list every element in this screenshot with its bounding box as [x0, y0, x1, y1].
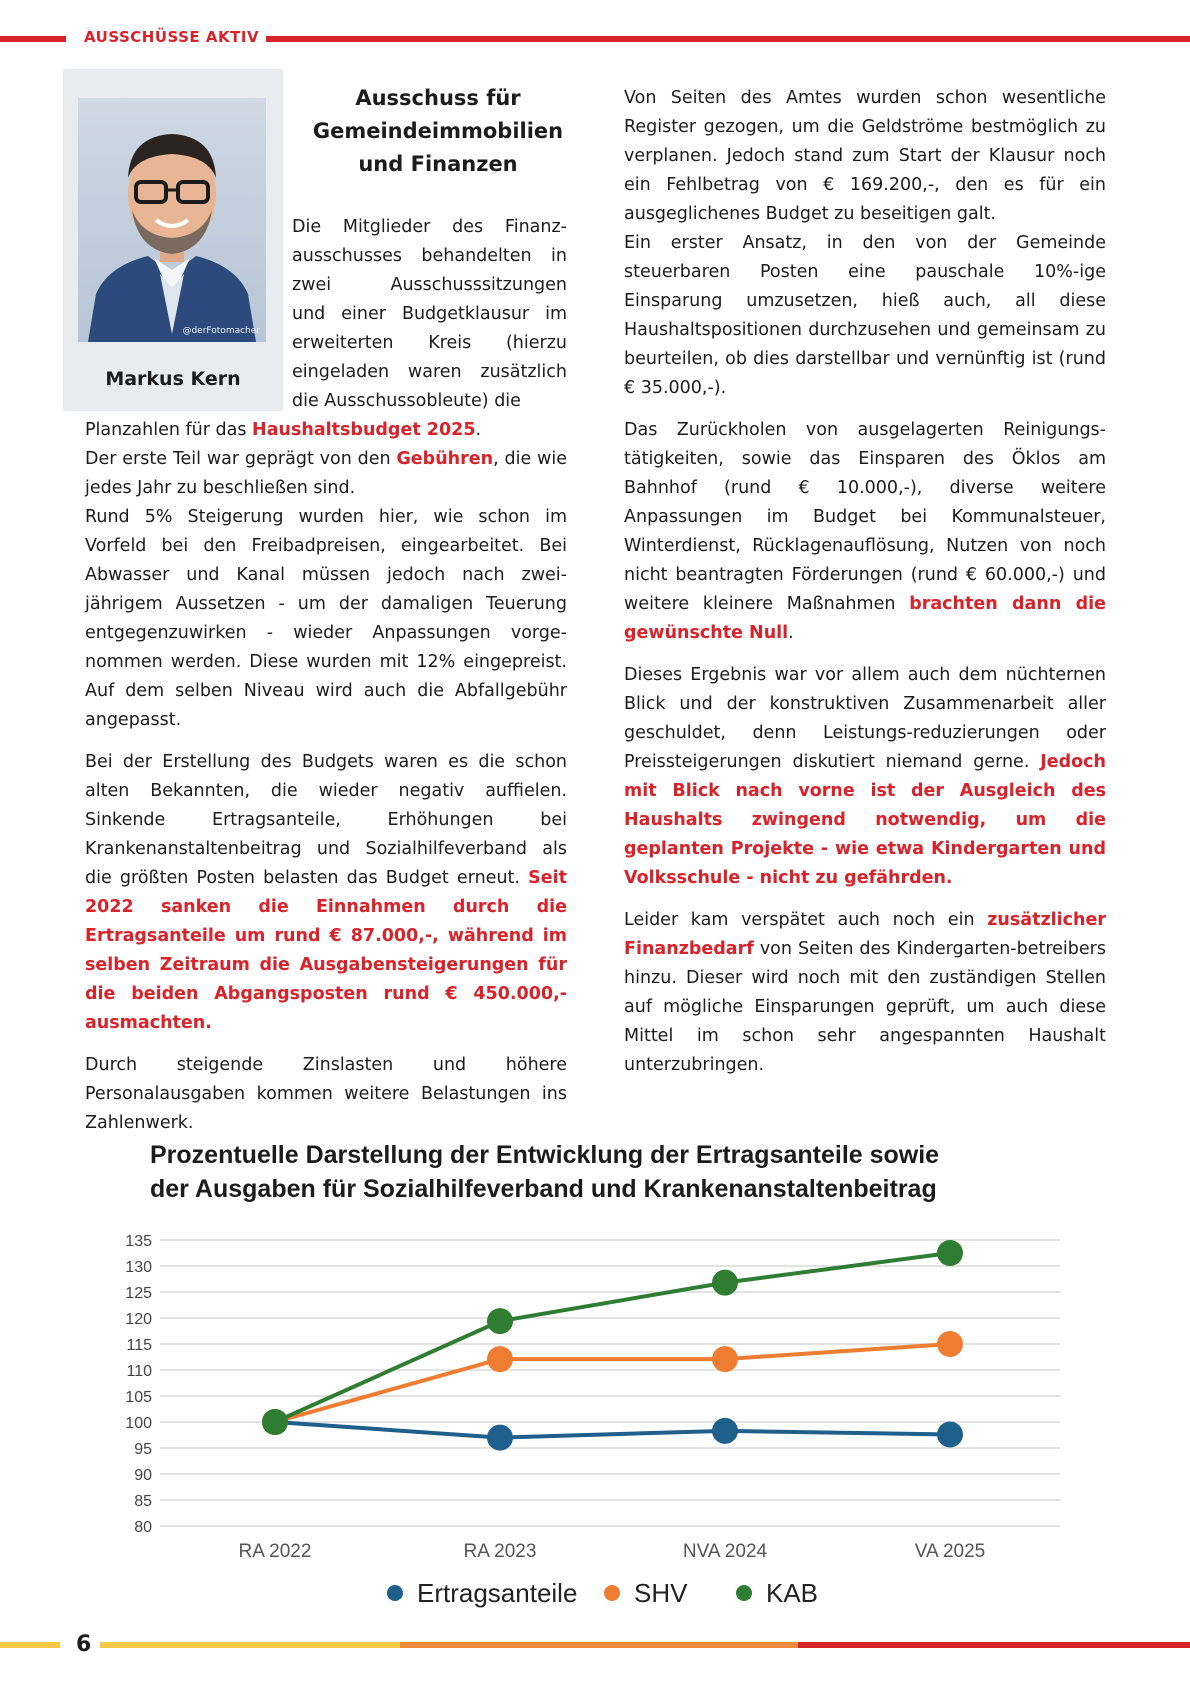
- portrait-card: [64, 70, 282, 410]
- section-label: AUSSCHÜSSE AKTIV: [80, 28, 263, 46]
- legend-marker-kab: [736, 1585, 752, 1601]
- chart-plot: [90, 1138, 1090, 1618]
- y-tick-label: 135: [125, 1233, 152, 1250]
- data-point-kab: [262, 1409, 288, 1435]
- article-heading: [292, 82, 584, 181]
- data-point-kab: [487, 1308, 513, 1334]
- intro-line: eingeladen waren zusätzlich: [292, 362, 567, 382]
- y-tick-label: 125: [125, 1285, 152, 1302]
- x-tick-label: RA 2023: [463, 1541, 537, 1562]
- text-run: Das Zurückholen von ausgelagerten Reinigungs-tätigkeiten, sowie das Einsparen des Öklos am Bahnhof (rund € 10.000,-), diverse weitere Anpassungen im Budget bei Kommunalsteuer, Winterdienst, Rücklagenauflösung, Nutzen von noch nicht beantragten Förderungen (rund € 60.000,-) und weitere kleinere Maßnahmen: [624, 420, 1106, 614]
- paragraph-result: [624, 661, 1106, 893]
- chart-title-line-2: der Ausgaben für Sozialhilfeverband und Krankenanstaltenbeitrag: [150, 1175, 937, 1203]
- y-tick-label: 100: [125, 1415, 152, 1432]
- bottom-rule-orange: [400, 1642, 798, 1648]
- person-illustration: [78, 98, 266, 342]
- bottom-rule-yellow-left: [0, 1642, 60, 1648]
- intro-line: Die Mitglieder des Finanz-: [292, 217, 567, 237]
- intro-beside-photo: [292, 213, 567, 416]
- highlight-zero: brachten dann die gewünschte Null: [624, 594, 1106, 643]
- text-run: Planzahlen für das: [85, 420, 253, 440]
- legend-marker-ertragsanteile: [387, 1585, 403, 1601]
- y-tick-label: 115: [126, 1337, 152, 1354]
- text-run: von Seiten des Kindergarten-betreibers hinzu. Dieser wird noch mit den zuständigen Stellen auf mögliche Einsparungen geprüft, um auch diese Mittel im schon sehr angespannten Haushalt unterzubringen.: [624, 939, 1106, 1075]
- highlight-extra-need: zusätzlicher Finanzbedarf: [624, 910, 1106, 959]
- paragraph-savings-approach: Ein erster Ansatz, in den von der Gemeinde steuerbaren Posten eine pauschale 10%-ige Einsparung umzusetzen, hieß auch, all diese Haushaltspositionen durchzusehen und gemeinsam zu beurteilen, ob dies darstellbar und vernünftig ist (rund € 35.000,-).: [624, 233, 1106, 398]
- intro-line: erweiterten Kreis (hierzu: [292, 333, 567, 353]
- bottom-rule-red: [798, 1642, 1190, 1648]
- y-tick-label: 110: [126, 1363, 152, 1380]
- paragraph-measures: [624, 416, 1106, 648]
- x-tick-label: RA 2022: [238, 1541, 312, 1562]
- page-number: 6: [76, 1632, 92, 1657]
- data-point-shv: [712, 1346, 738, 1372]
- x-tick-label: NVA 2024: [682, 1541, 768, 1562]
- legend-label-kab: KAB: [766, 1578, 819, 1608]
- paragraph-kindergarten: [624, 906, 1106, 1080]
- intro-line: zwei Ausschusssitzungen: [292, 275, 567, 295]
- text-run: Leider kam verspätet auch noch ein: [624, 910, 988, 930]
- intro-line: die Ausschussobleute) die: [292, 391, 521, 411]
- text-run: .: [475, 420, 482, 440]
- data-point-ertragsanteile: [487, 1425, 513, 1451]
- series-line-shv: [275, 1344, 950, 1422]
- paragraph-interest: Durch steigende Zinslasten und höhere Personalausgaben kommen weitere Belastungen ins Zahlenwerk.: [85, 1055, 567, 1133]
- data-point-ertragsanteile: [712, 1418, 738, 1444]
- data-point-kab: [937, 1240, 963, 1266]
- y-tick-label: 95: [134, 1441, 152, 1458]
- highlight-balance: Jedoch mit Blick nach vorne ist der Ausgleich des Haushalts zwingend notwendig, um die geplanten Projekte - wie etwa Kindergarten und Volksschule - nicht zu gefährden.: [624, 752, 1106, 888]
- paragraph-office: Von Seiten des Amtes wurden schon wesentliche Register gezogen, um die Geldströme bestmöglich zu verplanen. Jedoch stand zum Start der Klausur noch ein Fehlbetrag von € 169.200,-, den es für ein ausgeglichenes Budget zu beseitigen galt.: [624, 88, 1106, 224]
- chart-title-line-1: Prozentuelle Darstellung der Entwicklung der Ertragsanteile sowie: [150, 1141, 940, 1169]
- right-column-text: [624, 84, 1106, 1080]
- paragraph-budget: [85, 416, 567, 445]
- line-chart: [90, 1138, 1090, 1618]
- left-column-text: [85, 416, 567, 1138]
- legend-label-shv: SHV: [634, 1578, 688, 1608]
- text-run: Bei der Erstellung des Budgets waren es die schon alten Bekannten, die wieder negativ auffielen. Sinkende Ertragsanteile, Erhöhungen bei Krankenanstaltenbeitrag und Sozialhilfeverband als die größten Posten belasten das Budget erneut.: [85, 752, 567, 888]
- bottom-rule-yellow: [100, 1642, 400, 1648]
- paragraph-increase: Rund 5% Steigerung wurden hier, wie schon im Vorfeld bei den Freibadpreisen, eingearbeitet. Bei Abwasser und Kanal müssen jedoch nach zwei-jährigem Aussetzen - um der damaligen Teuerung entgegenzuwirken - wieder Anpassungen vorge-nommen werden. Diese wurden mit 12% eingepreist. Auf dem selben Niveau wird auch die Abfallgebühr angepasst.: [85, 507, 567, 730]
- text-run: .: [788, 623, 794, 643]
- bottom-rule: [0, 1642, 1190, 1648]
- y-tick-label: 130: [125, 1259, 152, 1276]
- intro-line: und einer Budgetklausur im: [292, 304, 567, 324]
- heading-line-1: Ausschuss für: [355, 86, 521, 110]
- text-run: Dieses Ergebnis war vor allem auch dem nüchternen Blick und der konstruktiven Zusammenarbeit aller geschuldet, denn Leistungs-reduzierungen oder Preissteigerungen diskutiert niemand gerne.: [624, 665, 1106, 772]
- heading-line-2: Gemeindeimmobilien: [312, 119, 564, 143]
- series-line-ertragsanteile: [275, 1422, 950, 1438]
- y-tick-label: 80: [134, 1519, 152, 1536]
- paragraph-known-issues: [85, 748, 567, 1038]
- data-point-shv: [937, 1331, 963, 1357]
- x-tick-label: VA 2025: [914, 1541, 986, 1562]
- legend-label-ertragsanteile: Ertragsanteile: [417, 1578, 578, 1608]
- text-run: Der erste Teil war geprägt von den: [85, 449, 397, 469]
- y-tick-label: 120: [125, 1311, 152, 1328]
- top-rule-right: [266, 36, 1190, 42]
- highlight-fees: Gebühren: [396, 449, 494, 469]
- top-rule-left: [0, 36, 66, 42]
- heading-line-3: und Finanzen: [358, 152, 518, 176]
- data-point-kab: [712, 1270, 738, 1296]
- y-tick-label: 85: [134, 1493, 152, 1510]
- paragraph-fees: [85, 445, 567, 503]
- y-tick-label: 90: [134, 1467, 152, 1484]
- highlight-revenue-drop: Seit 2022 sanken die Einnahmen durch die Ertragsanteile um rund € 87.000,-, während im selben Zeitraum die Ausgabensteigerungen für die beiden Abgangsposten rund € 450.000,- ausmachten.: [85, 868, 567, 1033]
- photo-credit: @derFotomacher: [182, 326, 260, 336]
- legend-marker-shv: [604, 1585, 620, 1601]
- photo-caption: Markus Kern: [105, 368, 241, 390]
- text-run: , die wie jedes Jahr zu beschließen sind.: [85, 449, 567, 498]
- data-point-ertragsanteile: [937, 1421, 963, 1447]
- highlight-budget: Haushaltsbudget 2025: [252, 420, 476, 440]
- data-point-shv: [487, 1346, 513, 1372]
- portrait-photo: [78, 98, 266, 342]
- y-tick-label: 105: [125, 1389, 152, 1406]
- intro-line: ausschusses behandelten in: [292, 246, 567, 266]
